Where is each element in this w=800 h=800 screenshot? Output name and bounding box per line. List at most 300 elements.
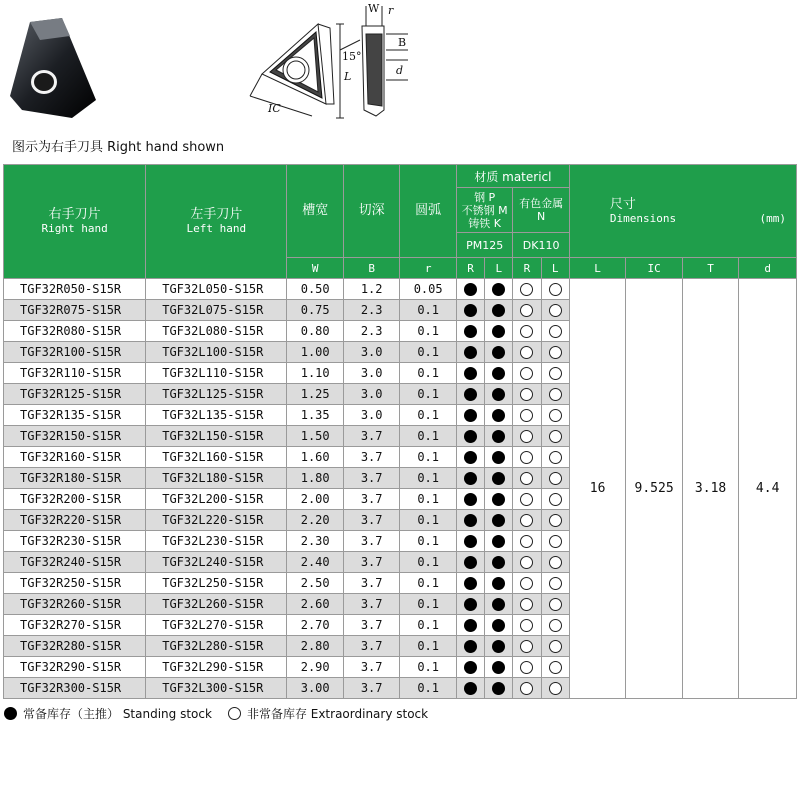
cell-right: TGF32R180-S15R <box>4 468 146 489</box>
cell-r: 0.1 <box>400 363 456 384</box>
cell-right: TGF32R270-S15R <box>4 615 146 636</box>
cell-left: TGF32L260-S15R <box>146 594 287 615</box>
header-illustration <box>0 0 800 165</box>
cell-r: 0.1 <box>400 636 456 657</box>
sym-pm-l: L <box>485 258 513 279</box>
cell-dkR <box>513 510 541 531</box>
cell-dkL <box>541 405 569 426</box>
cell-pmL <box>485 636 513 657</box>
empty-circle-icon <box>520 388 533 401</box>
empty-circle-icon <box>520 598 533 611</box>
empty-circle-icon <box>520 682 533 695</box>
empty-circle-icon <box>228 707 241 720</box>
sym-d: d <box>739 258 797 279</box>
cell-dkR <box>513 321 541 342</box>
cell-b: 3.7 <box>343 594 399 615</box>
cell-pmL <box>485 552 513 573</box>
cell-pmR <box>456 657 484 678</box>
cell-pmR <box>456 615 484 636</box>
cell-pmR <box>456 468 484 489</box>
cell-pmL <box>485 615 513 636</box>
cell-pmR <box>456 405 484 426</box>
header-dimensions-unit: (mm) <box>759 211 786 225</box>
filled-circle-icon <box>464 388 477 401</box>
cell-dkR <box>513 594 541 615</box>
cell-pmL <box>485 342 513 363</box>
cell-dkL <box>541 657 569 678</box>
cell-dkL <box>541 678 569 699</box>
insert-photo <box>10 18 96 118</box>
cell-b: 3.7 <box>343 636 399 657</box>
cell-r: 0.1 <box>400 552 456 573</box>
cell-dkL <box>541 363 569 384</box>
cell-b: 3.7 <box>343 678 399 699</box>
cell-w: 1.35 <box>287 405 343 426</box>
cell-dkL <box>541 468 569 489</box>
cell-pmL <box>485 678 513 699</box>
cell-dkR <box>513 636 541 657</box>
cell-r: 0.1 <box>400 384 456 405</box>
cell-w: 0.50 <box>287 279 343 300</box>
header-left-hand <box>146 165 287 279</box>
cell-left: TGF32L080-S15R <box>146 321 287 342</box>
empty-circle-icon <box>520 577 533 590</box>
filled-circle-icon <box>492 598 505 611</box>
empty-circle-icon <box>549 304 562 317</box>
dim-label-ic: IC <box>268 102 281 115</box>
cell-dkL <box>541 279 569 300</box>
filled-circle-icon <box>464 472 477 485</box>
cell-dkR <box>513 384 541 405</box>
cell-dkL <box>541 615 569 636</box>
cell-dkR <box>513 657 541 678</box>
cell-b: 3.0 <box>343 405 399 426</box>
cell-r: 0.1 <box>400 321 456 342</box>
cell-w: 1.80 <box>287 468 343 489</box>
cell-dkL <box>541 531 569 552</box>
empty-circle-icon <box>549 409 562 422</box>
filled-circle-icon <box>492 283 505 296</box>
cell-pmL <box>485 300 513 321</box>
cell-dkR <box>513 468 541 489</box>
filled-circle-icon <box>492 409 505 422</box>
cell-pmR <box>456 531 484 552</box>
cell-left: TGF32L110-S15R <box>146 363 287 384</box>
empty-circle-icon <box>520 283 533 296</box>
filled-circle-icon <box>492 472 505 485</box>
empty-circle-icon <box>520 451 533 464</box>
header-grade-p <box>456 188 512 233</box>
empty-circle-icon <box>549 325 562 338</box>
header-depth: 切深 <box>343 165 399 258</box>
dim-label-d: d <box>396 64 404 77</box>
cell-b: 3.7 <box>343 510 399 531</box>
cell-dkR <box>513 405 541 426</box>
cell-pmR <box>456 363 484 384</box>
empty-circle-icon <box>520 493 533 506</box>
header-left-hand-cn: 左手刀片 <box>190 207 243 222</box>
grade-p-line3: 铸铁 K <box>468 216 501 230</box>
cell-b: 3.7 <box>343 489 399 510</box>
filled-circle-icon <box>492 493 505 506</box>
cell-r: 0.1 <box>400 615 456 636</box>
cell-pmL <box>485 363 513 384</box>
cell-pmR <box>456 447 484 468</box>
cell-pmR <box>456 279 484 300</box>
header-dimensions-cn: 尺寸 <box>609 196 636 212</box>
cell-dkR <box>513 573 541 594</box>
filled-circle-icon <box>464 283 477 296</box>
cell-pmR <box>456 552 484 573</box>
cell-pmL <box>485 426 513 447</box>
cell-left: TGF32L200-S15R <box>146 489 287 510</box>
cell-right: TGF32R150-S15R <box>4 426 146 447</box>
cell-b: 3.7 <box>343 615 399 636</box>
header-right-hand-en: Right hand <box>41 222 108 235</box>
cell-left: TGF32L270-S15R <box>146 615 287 636</box>
spec-table <box>3 164 797 699</box>
filled-circle-icon <box>492 325 505 338</box>
filled-circle-icon <box>464 346 477 359</box>
cell-dkL <box>541 573 569 594</box>
cell-dkL <box>541 447 569 468</box>
empty-circle-icon <box>549 472 562 485</box>
cell-dkR <box>513 279 541 300</box>
cell-dkL <box>541 489 569 510</box>
cell-b: 3.0 <box>343 342 399 363</box>
filled-circle-icon <box>464 598 477 611</box>
empty-circle-icon <box>520 325 533 338</box>
cell-w: 2.80 <box>287 636 343 657</box>
cell-w: 1.00 <box>287 342 343 363</box>
filled-circle-icon <box>464 430 477 443</box>
cell-right: TGF32R080-S15R <box>4 321 146 342</box>
empty-circle-icon <box>549 661 562 674</box>
filled-circle-icon <box>464 661 477 674</box>
cell-right: TGF32R290-S15R <box>4 657 146 678</box>
dimension-d: 4.4 <box>739 279 797 699</box>
cell-left: TGF32L290-S15R <box>146 657 287 678</box>
cell-left: TGF32L100-S15R <box>146 342 287 363</box>
cell-dkL <box>541 510 569 531</box>
cell-pmR <box>456 489 484 510</box>
sym-dk-l: L <box>541 258 569 279</box>
sym-w: W <box>287 258 343 279</box>
cell-r: 0.1 <box>400 594 456 615</box>
cell-dkR <box>513 552 541 573</box>
cell-b: 3.7 <box>343 447 399 468</box>
cell-left: TGF32L150-S15R <box>146 426 287 447</box>
filled-circle-icon <box>464 619 477 632</box>
empty-circle-icon <box>549 640 562 653</box>
cell-w: 1.50 <box>287 426 343 447</box>
cell-left: TGF32L180-S15R <box>146 468 287 489</box>
cell-dkR <box>513 447 541 468</box>
cell-dkL <box>541 426 569 447</box>
dim-label-w: W <box>368 2 380 15</box>
filled-circle-icon <box>464 577 477 590</box>
cell-right: TGF32R160-S15R <box>4 447 146 468</box>
filled-circle-icon <box>464 556 477 569</box>
cell-dkR <box>513 489 541 510</box>
cell-right: TGF32R125-S15R <box>4 384 146 405</box>
filled-circle-icon <box>492 304 505 317</box>
empty-circle-icon <box>520 472 533 485</box>
filled-circle-icon <box>492 682 505 695</box>
cell-dkL <box>541 300 569 321</box>
filled-circle-icon <box>492 346 505 359</box>
cell-w: 1.10 <box>287 363 343 384</box>
filled-circle-icon <box>464 682 477 695</box>
cell-pmR <box>456 510 484 531</box>
cell-dkR <box>513 300 541 321</box>
cell-pmR <box>456 300 484 321</box>
cell-pmL <box>485 510 513 531</box>
filled-circle-icon <box>4 707 17 720</box>
header-material: 材质 matericl <box>456 165 569 188</box>
cell-right: TGF32R240-S15R <box>4 552 146 573</box>
header-dimensions-en: Dimensions <box>609 211 677 225</box>
dimension-ic: 9.525 <box>626 279 682 699</box>
cell-b: 3.0 <box>343 363 399 384</box>
cell-dkR <box>513 342 541 363</box>
cell-w: 2.40 <box>287 552 343 573</box>
sym-l: L <box>569 258 625 279</box>
cell-right: TGF32R250-S15R <box>4 573 146 594</box>
filled-circle-icon <box>464 640 477 653</box>
cell-pmR <box>456 573 484 594</box>
cell-r: 0.1 <box>400 426 456 447</box>
cell-b: 1.2 <box>343 279 399 300</box>
filled-circle-icon <box>464 451 477 464</box>
cell-pmL <box>485 573 513 594</box>
cell-w: 2.50 <box>287 573 343 594</box>
cell-w: 2.60 <box>287 594 343 615</box>
empty-circle-icon <box>549 388 562 401</box>
empty-circle-icon <box>520 409 533 422</box>
cell-left: TGF32L075-S15R <box>146 300 287 321</box>
cell-pmR <box>456 426 484 447</box>
empty-circle-icon <box>549 493 562 506</box>
dim-label-l: L <box>344 70 352 83</box>
filled-circle-icon <box>492 661 505 674</box>
sym-dk-r: R <box>513 258 541 279</box>
empty-circle-icon <box>549 346 562 359</box>
sym-pm-r: R <box>456 258 484 279</box>
cell-dkL <box>541 321 569 342</box>
dimension-l: 16 <box>569 279 625 699</box>
caption: 图示为右手刀具 Right hand shown <box>12 140 225 155</box>
header-code-n: DK110 <box>513 233 570 258</box>
cell-r: 0.1 <box>400 447 456 468</box>
cell-b: 3.7 <box>343 426 399 447</box>
legend-standing: 常备库存（主推） Standing stock <box>23 707 212 721</box>
header-right-hand <box>4 165 146 279</box>
empty-circle-icon <box>520 556 533 569</box>
cell-w: 1.25 <box>287 384 343 405</box>
filled-circle-icon <box>492 619 505 632</box>
cell-pmL <box>485 447 513 468</box>
cell-left: TGF32L050-S15R <box>146 279 287 300</box>
filled-circle-icon <box>464 409 477 422</box>
cell-left: TGF32L250-S15R <box>146 573 287 594</box>
cell-pmR <box>456 636 484 657</box>
sym-r: r <box>400 258 456 279</box>
empty-circle-icon <box>549 556 562 569</box>
filled-circle-icon <box>492 535 505 548</box>
cell-b: 3.7 <box>343 468 399 489</box>
cell-r: 0.1 <box>400 468 456 489</box>
header-code-p: PM125 <box>456 233 512 258</box>
cell-r: 0.05 <box>400 279 456 300</box>
filled-circle-icon <box>464 514 477 527</box>
legend <box>4 705 428 722</box>
cell-pmL <box>485 384 513 405</box>
cell-right: TGF32R200-S15R <box>4 489 146 510</box>
cell-left: TGF32L160-S15R <box>146 447 287 468</box>
cell-right: TGF32R110-S15R <box>4 363 146 384</box>
cell-w: 2.30 <box>287 531 343 552</box>
cell-w: 0.80 <box>287 321 343 342</box>
sym-ic: IC <box>626 258 682 279</box>
sym-b: B <box>343 258 399 279</box>
cell-dkR <box>513 678 541 699</box>
cell-r: 0.1 <box>400 531 456 552</box>
cell-w: 0.75 <box>287 300 343 321</box>
grade-p-line2: 不锈钢 M <box>461 203 508 217</box>
cell-b: 3.7 <box>343 573 399 594</box>
cell-pmR <box>456 384 484 405</box>
filled-circle-icon <box>464 304 477 317</box>
cell-dkR <box>513 363 541 384</box>
grade-n-line1: 有色金属 <box>519 197 564 210</box>
dim-label-b: B <box>398 36 407 49</box>
filled-circle-icon <box>464 325 477 338</box>
header-width: 槽宽 <box>287 165 343 258</box>
empty-circle-icon <box>549 598 562 611</box>
cell-dkL <box>541 594 569 615</box>
cell-right: TGF32R050-S15R <box>4 279 146 300</box>
header-arc: 圆弧 <box>400 165 456 258</box>
header-right-hand-cn: 右手刀片 <box>48 207 101 222</box>
cell-dkR <box>513 531 541 552</box>
empty-circle-icon <box>549 682 562 695</box>
cell-r: 0.1 <box>400 678 456 699</box>
cell-right: TGF32R280-S15R <box>4 636 146 657</box>
empty-circle-icon <box>549 577 562 590</box>
cell-left: TGF32L230-S15R <box>146 531 287 552</box>
cell-b: 3.0 <box>343 384 399 405</box>
dim-label-r: r <box>388 4 394 17</box>
dimension-t: 3.18 <box>682 279 738 699</box>
filled-circle-icon <box>464 535 477 548</box>
cell-pmL <box>485 321 513 342</box>
cell-right: TGF32R075-S15R <box>4 300 146 321</box>
cell-right: TGF32R260-S15R <box>4 594 146 615</box>
cell-pmR <box>456 321 484 342</box>
cell-dkL <box>541 342 569 363</box>
filled-circle-icon <box>492 514 505 527</box>
cell-dkL <box>541 552 569 573</box>
cell-left: TGF32L280-S15R <box>146 636 287 657</box>
cell-pmL <box>485 594 513 615</box>
cell-pmL <box>485 405 513 426</box>
cell-r: 0.1 <box>400 342 456 363</box>
cell-pmR <box>456 342 484 363</box>
cell-r: 0.1 <box>400 573 456 594</box>
cell-dkR <box>513 426 541 447</box>
cell-right: TGF32R100-S15R <box>4 342 146 363</box>
dim-label-angle: 15° <box>342 50 362 63</box>
empty-circle-icon <box>549 451 562 464</box>
filled-circle-icon <box>492 640 505 653</box>
empty-circle-icon <box>549 514 562 527</box>
cell-pmR <box>456 594 484 615</box>
cell-left: TGF32L135-S15R <box>146 405 287 426</box>
cell-w: 2.20 <box>287 510 343 531</box>
empty-circle-icon <box>520 619 533 632</box>
cell-right: TGF32R135-S15R <box>4 405 146 426</box>
grade-p-line1: 钢 P <box>474 190 496 204</box>
cell-w: 2.90 <box>287 657 343 678</box>
empty-circle-icon <box>520 304 533 317</box>
empty-circle-icon <box>549 430 562 443</box>
cell-w: 3.00 <box>287 678 343 699</box>
empty-circle-icon <box>549 619 562 632</box>
cell-dkR <box>513 615 541 636</box>
cell-r: 0.1 <box>400 657 456 678</box>
filled-circle-icon <box>492 430 505 443</box>
cell-right: TGF32R300-S15R <box>4 678 146 699</box>
cell-pmR <box>456 678 484 699</box>
cell-right: TGF32R230-S15R <box>4 531 146 552</box>
empty-circle-icon <box>549 367 562 380</box>
cell-b: 3.7 <box>343 657 399 678</box>
cell-b: 3.7 <box>343 552 399 573</box>
empty-circle-icon <box>520 535 533 548</box>
cell-pmL <box>485 489 513 510</box>
empty-circle-icon <box>520 367 533 380</box>
cell-r: 0.1 <box>400 489 456 510</box>
cell-dkL <box>541 384 569 405</box>
cell-r: 0.1 <box>400 405 456 426</box>
empty-circle-icon <box>520 640 533 653</box>
cell-r: 0.1 <box>400 510 456 531</box>
filled-circle-icon <box>464 367 477 380</box>
cell-dkL <box>541 636 569 657</box>
cell-pmL <box>485 468 513 489</box>
spec-table-body <box>4 279 797 699</box>
cell-w: 2.00 <box>287 489 343 510</box>
header-dimensions <box>569 165 796 258</box>
filled-circle-icon <box>464 493 477 506</box>
legend-extra: 非常备库存 Extraordinary stock <box>246 707 429 721</box>
empty-circle-icon <box>520 346 533 359</box>
grade-n-line2: N <box>537 210 546 223</box>
cell-left: TGF32L240-S15R <box>146 552 287 573</box>
empty-circle-icon <box>549 283 562 296</box>
filled-circle-icon <box>492 388 505 401</box>
filled-circle-icon <box>492 367 505 380</box>
filled-circle-icon <box>492 451 505 464</box>
cell-b: 2.3 <box>343 300 399 321</box>
cell-w: 1.60 <box>287 447 343 468</box>
cell-pmL <box>485 531 513 552</box>
cell-pmL <box>485 657 513 678</box>
cell-left: TGF32L220-S15R <box>146 510 287 531</box>
empty-circle-icon <box>520 661 533 674</box>
empty-circle-icon <box>520 430 533 443</box>
